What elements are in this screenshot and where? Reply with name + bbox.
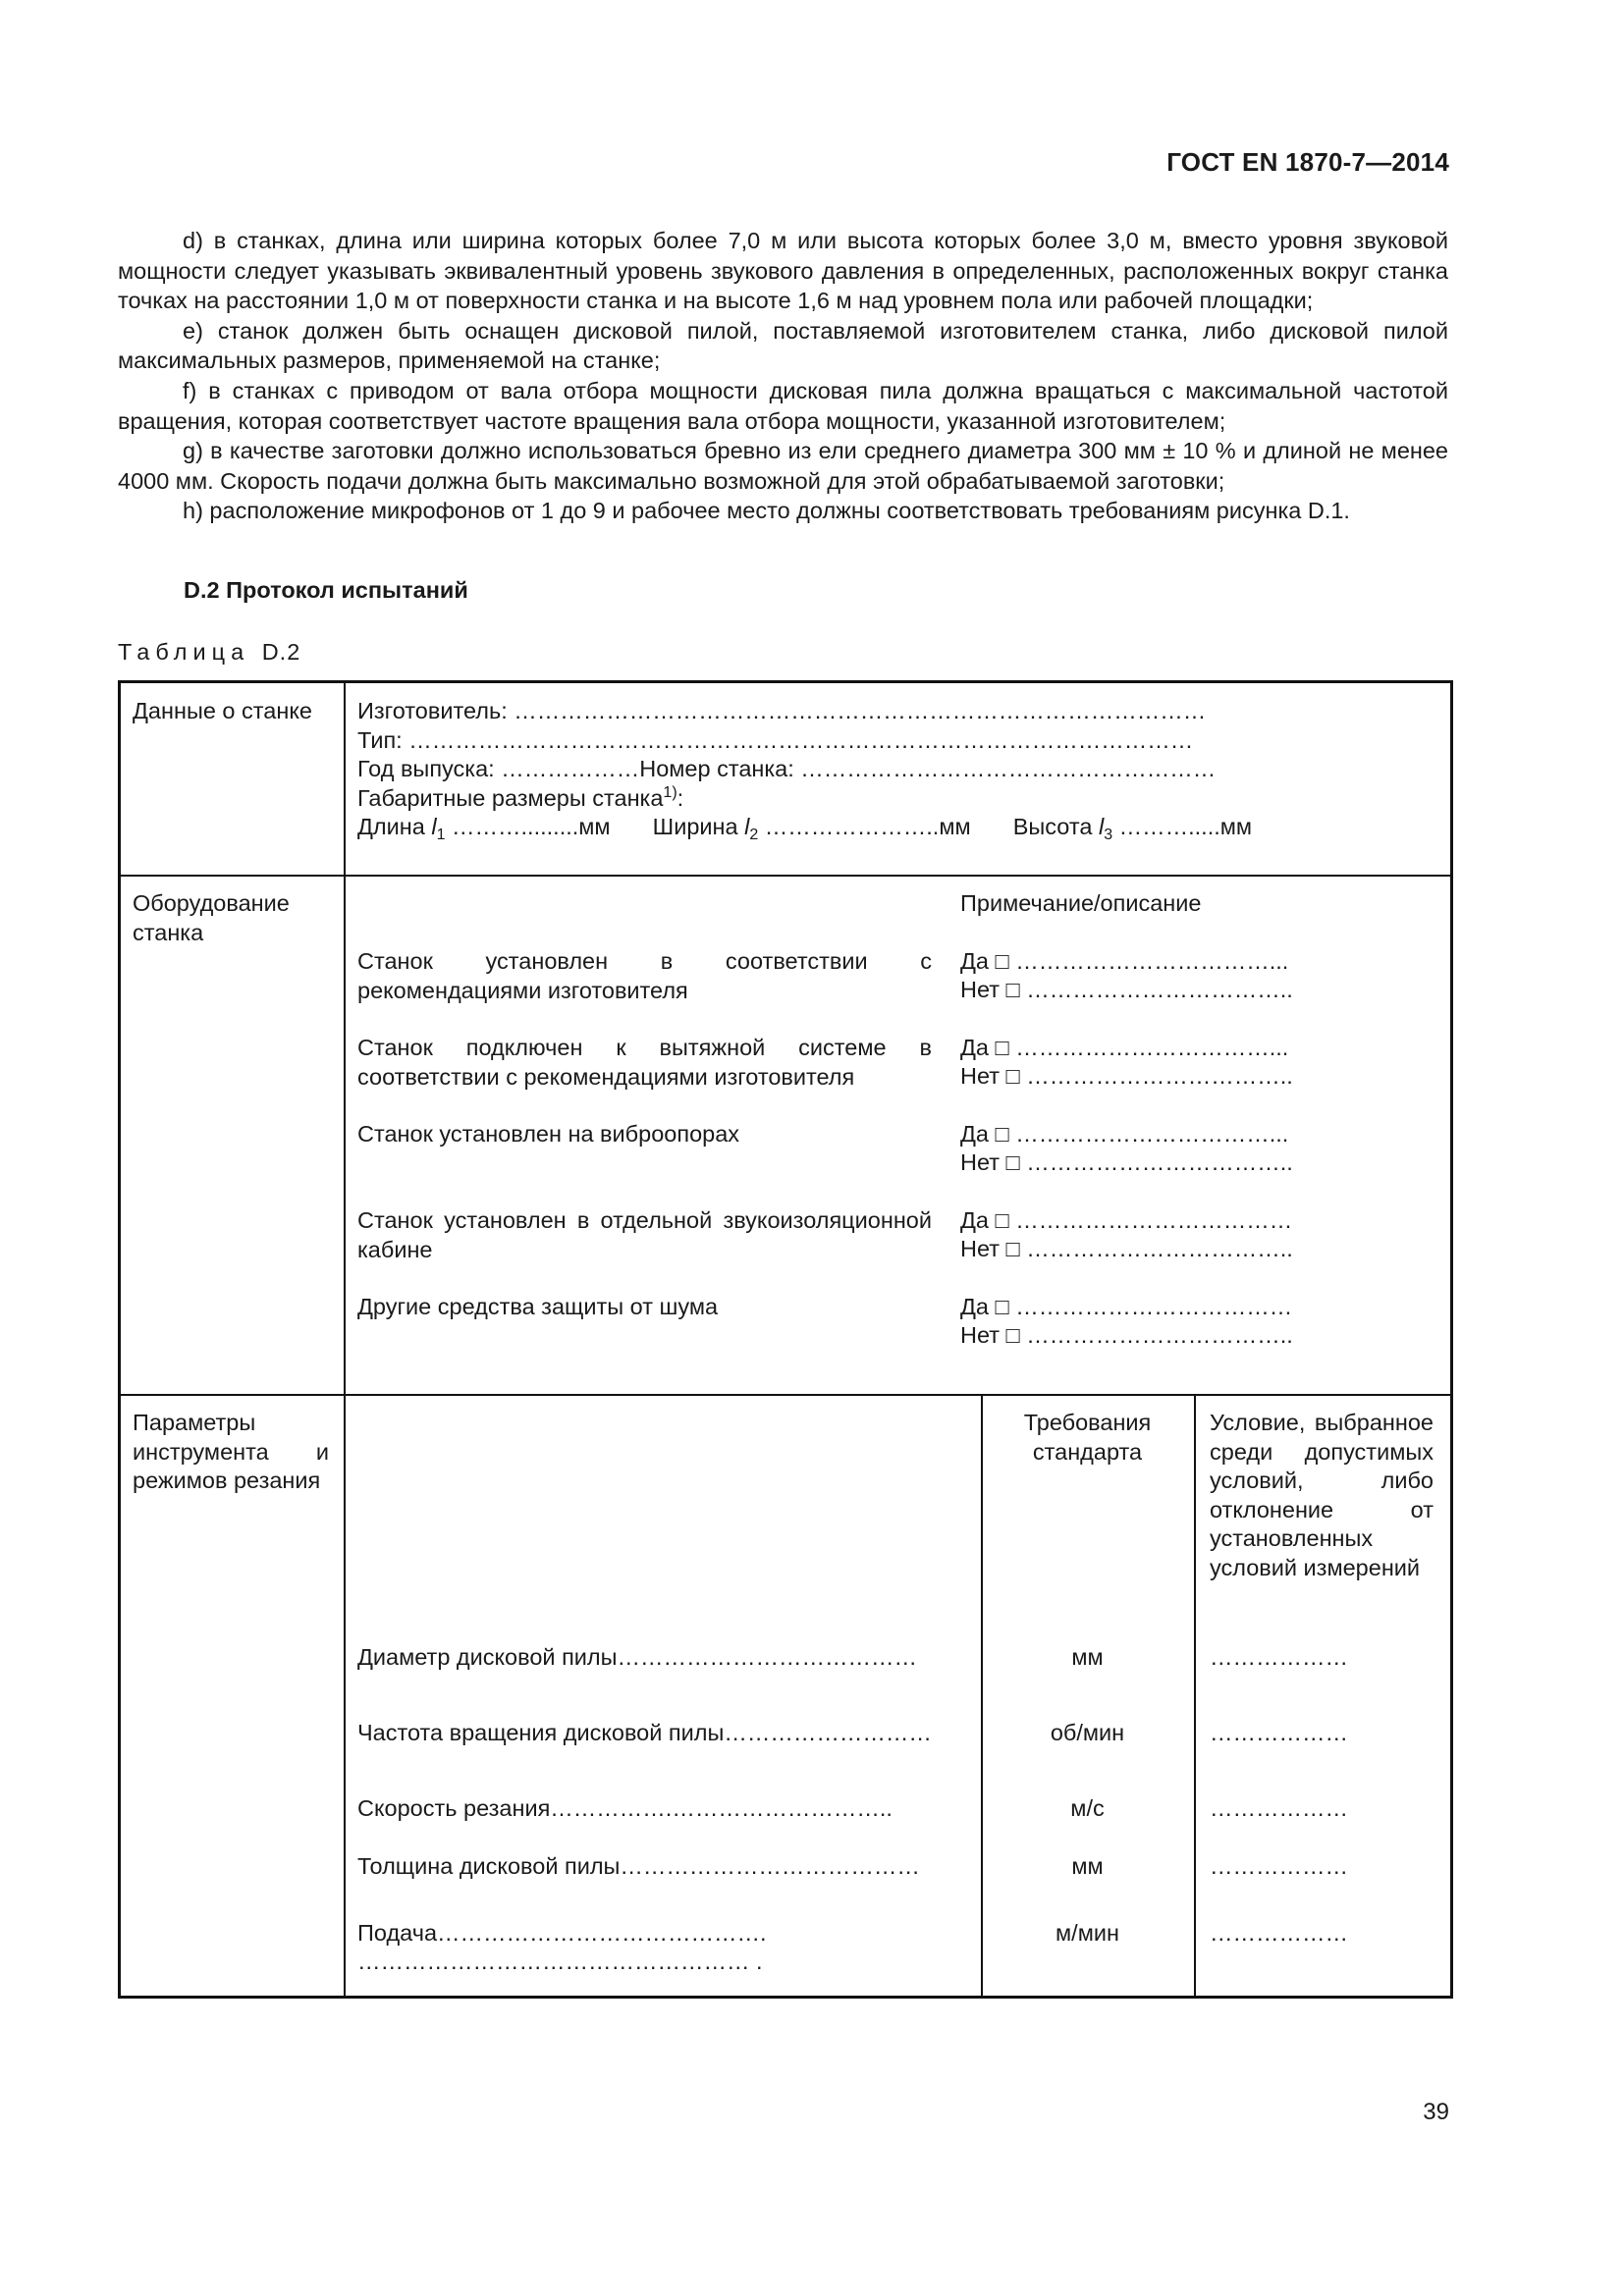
param-unit: м/мин: [1056, 1920, 1119, 1946]
height-index: 3: [1104, 827, 1113, 843]
param-name: Частота вращения дисковой пилы………………………: [357, 1720, 932, 1745]
param-name: Толщина дисковой пилы…………………………………: [357, 1853, 920, 1879]
param-name: Подача…………………………………….: [357, 1920, 767, 1946]
equipment-item-no: Нет □ ……………………………..: [960, 1063, 1293, 1089]
machine-number-field: Номер станка: ………………………………………………: [639, 756, 1217, 781]
equipment-item-yes: Да □ ………………………………: [960, 1294, 1293, 1319]
equipment-item-text: Станок установлен на виброопорах: [357, 1121, 740, 1147]
length-label: Длина: [357, 814, 432, 839]
length-value: ……….........мм: [445, 814, 611, 839]
equipment-item-no: Нет □ ……………………………..: [960, 1322, 1293, 1348]
param-name: Скорость резания…………….………………………..: [357, 1795, 893, 1821]
length-variable: l: [431, 814, 437, 839]
height-value: ……….....мм: [1112, 814, 1253, 839]
equipment-item-text: Станок установлен в соответствии с рекомендациями изготовителя: [357, 948, 932, 1003]
equipment-item-yes: Да □ ……………………………...: [960, 1035, 1289, 1060]
length-index: 1: [436, 827, 446, 843]
page-number: 39: [1423, 2099, 1449, 2125]
row-divider: [118, 875, 1453, 877]
equipment-item-text: Другие средства защиты от шума: [357, 1294, 719, 1319]
param-value: ………………: [1210, 1720, 1348, 1745]
width-variable: l: [744, 814, 750, 839]
paragraph-e: e) станок должен быть оснащен дисковой пилой, поставляемой изготовителем станка, либо дисковой пилой максимальных размеров, применяемой на станке;: [118, 317, 1448, 374]
width-field: [652, 814, 971, 843]
param-unit: мм: [1071, 1853, 1104, 1879]
column-divider: [344, 680, 346, 1999]
param-value: ………………: [1210, 1920, 1348, 1946]
equipment-item-yes: Да □ ……………………………...: [960, 1121, 1289, 1147]
param-extra-line: …………………………………………… .: [357, 1949, 763, 1974]
document-code: ГОСТ EN 1870-7—2014: [1166, 147, 1449, 177]
height-variable: l: [1098, 814, 1105, 839]
machine-data-fields: [357, 697, 1437, 842]
column-divider: [981, 1394, 983, 1999]
section-heading: D.2 Протокол испытаний: [184, 577, 468, 603]
dimensions-values: [357, 813, 1437, 842]
year-and-number-field: [357, 755, 1437, 784]
equipment-item-yes: Да □ ……………………………...: [960, 948, 1289, 974]
machine-data-label: Данные о станке: [133, 698, 312, 723]
table-caption-number: D.2: [261, 639, 301, 665]
equipment-item-no: Нет □ ……………………………..: [960, 1149, 1293, 1175]
manufacturer-field: Изготовитель: ………………………………………………………………………………: [357, 698, 1207, 723]
width-label: Ширина: [652, 814, 745, 839]
param-value: ………………: [1210, 1795, 1348, 1821]
equipment-item-yes: Да □ ………………………………: [960, 1207, 1293, 1233]
year-field: Год выпуска: ………………: [357, 756, 640, 781]
equipment-item-no: Нет □ ……………………………..: [960, 1236, 1293, 1261]
equipment-item-text: Станок установлен в отдельной звукоизоляционной кабине: [357, 1207, 932, 1262]
param-unit: м/с: [1070, 1795, 1105, 1821]
table-caption: [118, 639, 300, 666]
row-divider: [118, 1394, 1453, 1396]
param-unit: об/мин: [1050, 1720, 1125, 1745]
width-value: …………………..мм: [758, 814, 971, 839]
paragraph-g: g) в качестве заготовки должно использоваться бревно из ели среднего диаметра 300 мм ± 10 % и длиной не менее 4000 мм. Скорость подачи должна быть максимально возможной для этой обрабатываемой заготовки;: [118, 438, 1448, 494]
paragraph-d: d) в станках, длина или ширина которых более 7,0 м или высота которых более 3,0 м, вместо уровня звуковой мощности следует указывать эквивалентный уровень звукового давления в определенных, расположенных вокруг станка точках на расстоянии 1,0 м от поверхности станка и на высоте 1,6 м над уровнем пола или рабочей площадки;: [118, 228, 1448, 314]
footnote-mark: 1): [663, 783, 677, 801]
height-field: [1012, 814, 1253, 843]
paragraph-f: f) в станках с приводом от вала отбора мощности дисковая пила должна вращаться с максимальной частотой вращения, которая соответствует частоте вращения вала отбора мощности, указанной изготовителем;: [118, 377, 1448, 434]
width-index: 2: [749, 827, 759, 843]
condition-header: Условие, выбранное среди допустимых условий, либо отклонение от установленных условий измерений: [1210, 1410, 1434, 1580]
dimensions-text: Габаритные размеры станка: [357, 784, 664, 811]
dimensions-heading: [357, 784, 1437, 814]
length-field: [357, 814, 611, 843]
requirements-header: Требования стандарта: [1023, 1410, 1152, 1465]
paragraph-h: h) расположение микрофонов от 1 до 9 и рабочее место должны соответствовать требованиям рисунка D.1.: [183, 498, 1350, 524]
equipment-item-no: Нет □ ……………………………..: [960, 977, 1293, 1002]
column-divider: [1194, 1394, 1196, 1999]
equipment-label: Оборудование станка: [133, 890, 290, 945]
dimensions-colon: :: [677, 784, 684, 811]
param-name: Диаметр дисковой пилы…………………………………: [357, 1644, 918, 1670]
equipment-item-text: Станок подключен к вытяжной системе в соответствии с рекомендациями изготовителя: [357, 1035, 932, 1090]
table-caption-word: Таблица: [118, 639, 250, 665]
param-value: ………………: [1210, 1853, 1348, 1879]
height-label: Высота: [1012, 814, 1099, 839]
params-label: Параметры инструмента и режимов резания: [133, 1410, 329, 1493]
param-value: ………………: [1210, 1644, 1348, 1670]
body-text: [118, 226, 1448, 526]
equipment-note-header: Примечание/описание: [960, 890, 1202, 916]
param-unit: мм: [1071, 1644, 1104, 1670]
type-field: Тип: …………………………………………………………………………………………: [357, 726, 1194, 753]
